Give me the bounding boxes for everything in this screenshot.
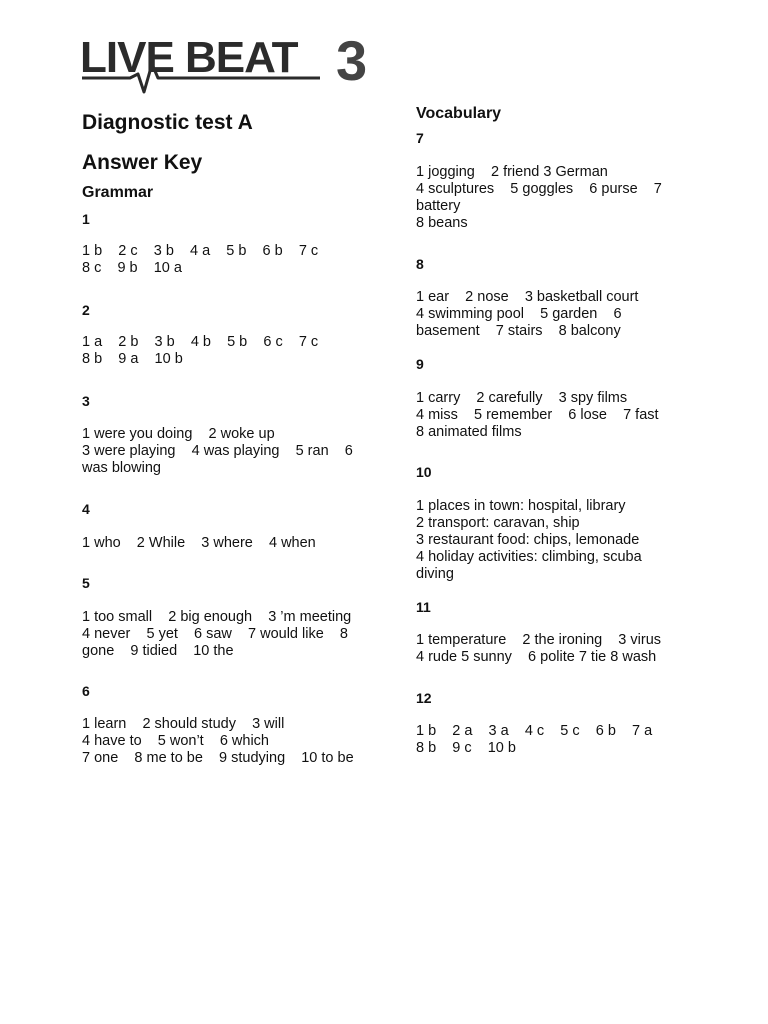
answer-list: 1 too small 2 big enough 3 ’m meeting 4 never 5 yet 6 saw 7 would like 8 gone 9 tidied 10 the [82, 609, 352, 659]
question-number: 5 [82, 575, 90, 591]
answer-list: 1 jogging 2 friend 3 German 4 sculptures 5 goggles 6 purse 7 battery 8 beans [416, 164, 662, 231]
question-number: 9 [416, 356, 424, 372]
page-title: Diagnostic test A [82, 111, 253, 134]
question-number: 8 [416, 256, 424, 272]
question-number: 3 [82, 393, 90, 409]
question-number: 2 [82, 302, 90, 318]
question-number: 12 [416, 690, 432, 706]
answer-list: 1 b 2 c 3 b 4 a 5 b 6 b 7 c 8 c 9 b 10 a [82, 243, 319, 276]
logo-number: 3 [336, 30, 368, 92]
live-beat-logo [80, 30, 380, 98]
answer-list: 1 carry 2 carefully 3 spy films 4 miss 5 remember 6 lose 7 fast 8 animated films [416, 390, 659, 440]
answer-list: 1 places in town: hospital, library 2 transport: caravan, ship 3 restaurant food: chips, lemonade 4 holiday activities: climbing, scuba diving [416, 498, 642, 582]
answer-list: 1 learn 2 should study 3 will 4 have to 5 won’t 6 which 7 one 8 me to be 9 studying 10 to be [82, 716, 354, 766]
question-number: 1 [82, 211, 90, 227]
answer-list: 1 a 2 b 3 b 4 b 5 b 6 c 7 c 8 b 9 a 10 b [82, 334, 319, 367]
page-subtitle: Answer Key [82, 151, 203, 174]
answer-list: 1 temperature 2 the ironing 3 virus 4 rude 5 sunny 6 polite 7 tie 8 wash [416, 632, 662, 665]
question-number: 11 [416, 599, 431, 615]
answer-list: 1 who 2 While 3 where 4 when [82, 535, 316, 551]
answer-list: 1 were you doing 2 woke up 3 were playing 4 was playing 5 ran 6 was blowing [82, 426, 353, 476]
answer-list: 1 ear 2 nose 3 basketball court 4 swimming pool 5 garden 6 basement 7 stairs 8 balcony [416, 289, 639, 339]
logo-text: LIVE BEAT [80, 33, 298, 82]
question-number: 4 [82, 501, 90, 517]
vocabulary-heading: Vocabulary [416, 105, 502, 122]
question-number: 7 [416, 130, 424, 146]
question-number: 10 [416, 464, 432, 480]
answer-list: 1 b 2 a 3 a 4 c 5 c 6 b 7 a 8 b 9 c 10 b [416, 723, 653, 756]
question-number: 6 [82, 683, 90, 699]
grammar-heading: Grammar [82, 184, 154, 201]
